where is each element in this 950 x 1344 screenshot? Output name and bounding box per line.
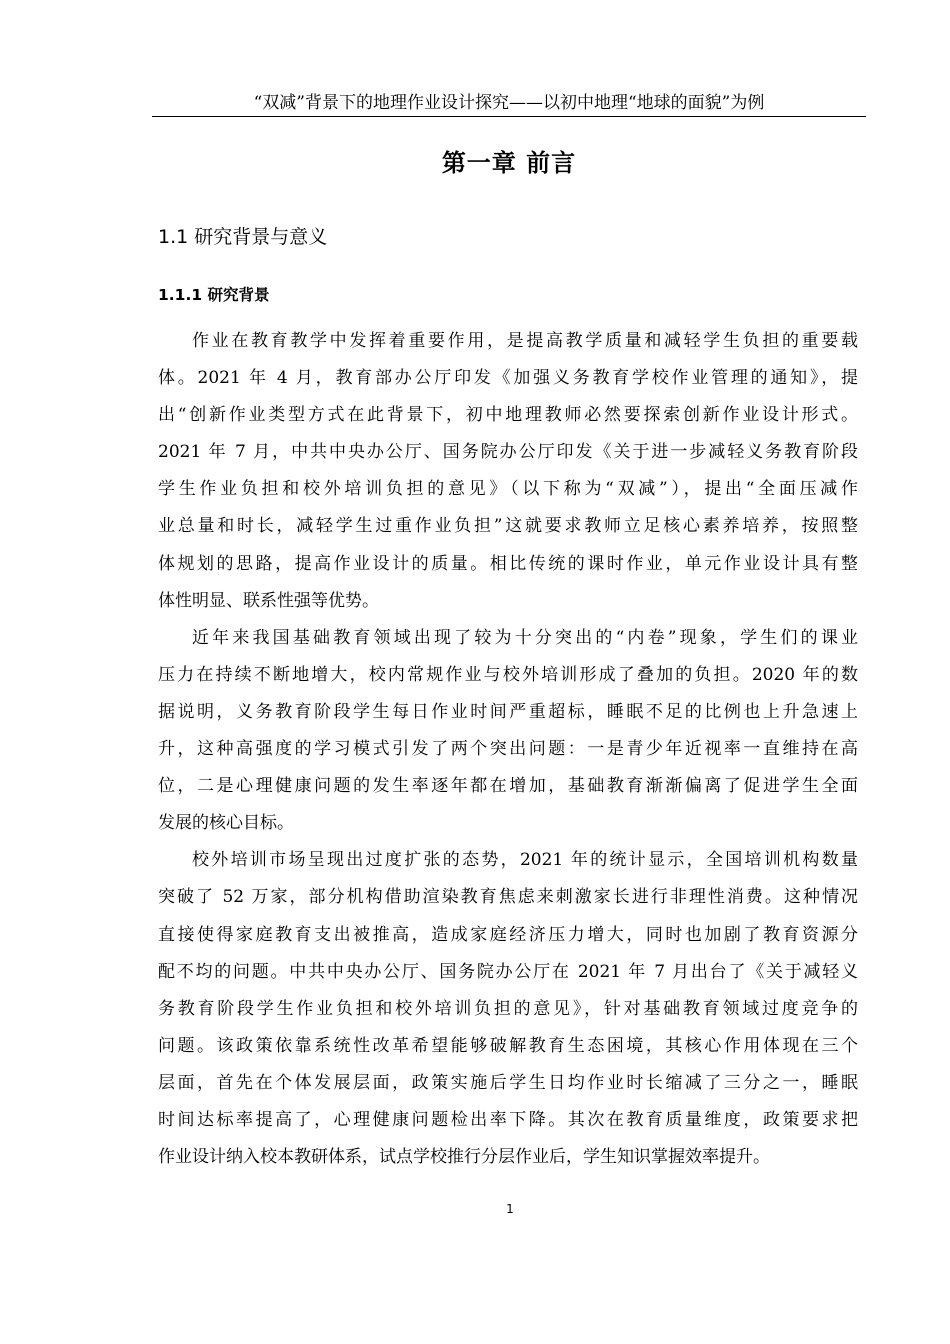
paragraph-line: 体。2021 年 4 月，教育部办公厅印发《加强义务教育学校作业管理的通知》，提 bbox=[158, 368, 858, 389]
page-number: 1 bbox=[506, 1202, 514, 1216]
paragraph-line: 压力在持续不断地增大，校内常规作业与校外培训形成了叠加的负担。2020 年的数 bbox=[158, 664, 858, 685]
paragraph-line: 体规划的思路，提高作业设计的质量。相比传统的课时作业，单元作业设计具有整 bbox=[158, 553, 858, 574]
paragraph-line: 出“创新作业类型方式在此背景下，初中地理教师必然要探索创新作业设计形式。 bbox=[158, 405, 858, 426]
paragraph-line: 近年来我国基础教育领域出现了较为十分突出的“内卷”现象，学生们的课业 bbox=[192, 627, 858, 648]
paragraph-line: 务教育阶段学生作业负担和校外培训负担的意见》，针对基础教育领域过度竞争的 bbox=[158, 998, 858, 1019]
paragraph-line: 校外培训市场呈现出过度扩张的态势，2021 年的统计显示，全国培训机构数量 bbox=[192, 850, 858, 871]
paragraph-line: 发展的核心目标。 bbox=[158, 813, 294, 834]
paragraph bbox=[158, 842, 858, 1176]
running-header: “双减”背景下的地理作业设计探究——以初中地理“地球的面貌”为例 bbox=[253, 93, 765, 113]
chapter-title: 第一章 前言 bbox=[441, 149, 577, 177]
body-text bbox=[158, 323, 858, 1176]
paragraph-line: 问题。该政策依靠系统性改革希望能够破解教育生态困境，其核心作用体现在三个 bbox=[158, 1035, 858, 1056]
paragraph-line: 作业设计纳入校本教研体系，试点学校推行分层作业后，学生知识掌握效率提升。 bbox=[158, 1147, 770, 1168]
paragraph-line: 学生作业负担和校外培训负担的意见》（以下称为“双减”），提出“全面压减作 bbox=[158, 479, 858, 500]
paragraph-line: 突破了 52 万家，部分机构借助渲染教育焦虑来刺激家长进行非理性消费。这种情况 bbox=[158, 887, 858, 908]
section-title: 1.1 研究背景与意义 bbox=[158, 226, 328, 248]
paragraph-line: 作业在教育教学中发挥着重要作用，是提高教学质量和减轻学生负担的重要载 bbox=[192, 331, 858, 351]
paragraph-line: 业总量和时长，减轻学生过重作业负担”这就要求教师立足核心素养培养，按照整 bbox=[158, 516, 858, 537]
paragraph-line: 位，二是心理健康问题的发生率逐年都在增加，基础教育渐渐偏离了促进学生全面 bbox=[158, 776, 858, 797]
paragraph-line: 直接使得家庭教育支出被推高，造成家庭经济压力增大，同时也加剧了教育资源分 bbox=[158, 924, 858, 945]
paragraph bbox=[158, 620, 858, 843]
paragraph bbox=[158, 323, 858, 620]
subsection-title: 1.1.1 研究背景 bbox=[158, 286, 270, 304]
paragraph-line: 时间达标率提高了，心理健康问题检出率下降。其次在教育质量维度，政策要求把 bbox=[158, 1109, 858, 1130]
paragraph-line: 配不均的问题。中共中央办公厅、国务院办公厅在 2021 年 7 月出台了《关于减轻义 bbox=[158, 961, 858, 982]
header-divider bbox=[152, 116, 866, 117]
paragraph-line: 层面，首先在个体发展层面，政策实施后学生日均作业时长缩减了三分之一，睡眠 bbox=[158, 1072, 858, 1093]
paragraph-line: 升，这种高强度的学习模式引发了两个突出问题：一是青少年近视率一直维持在高 bbox=[158, 739, 858, 760]
paragraph-line: 体性明显、联系性强等优势。 bbox=[158, 590, 379, 611]
paragraph-line: 2021 年 7 月，中共中央办公厅、国务院办公厅印发《关于进一步减轻义务教育阶段 bbox=[158, 442, 858, 463]
paragraph-line: 据说明，义务教育阶段学生每日作业时间严重超标，睡眠不足的比例也上升急速上 bbox=[158, 701, 858, 722]
